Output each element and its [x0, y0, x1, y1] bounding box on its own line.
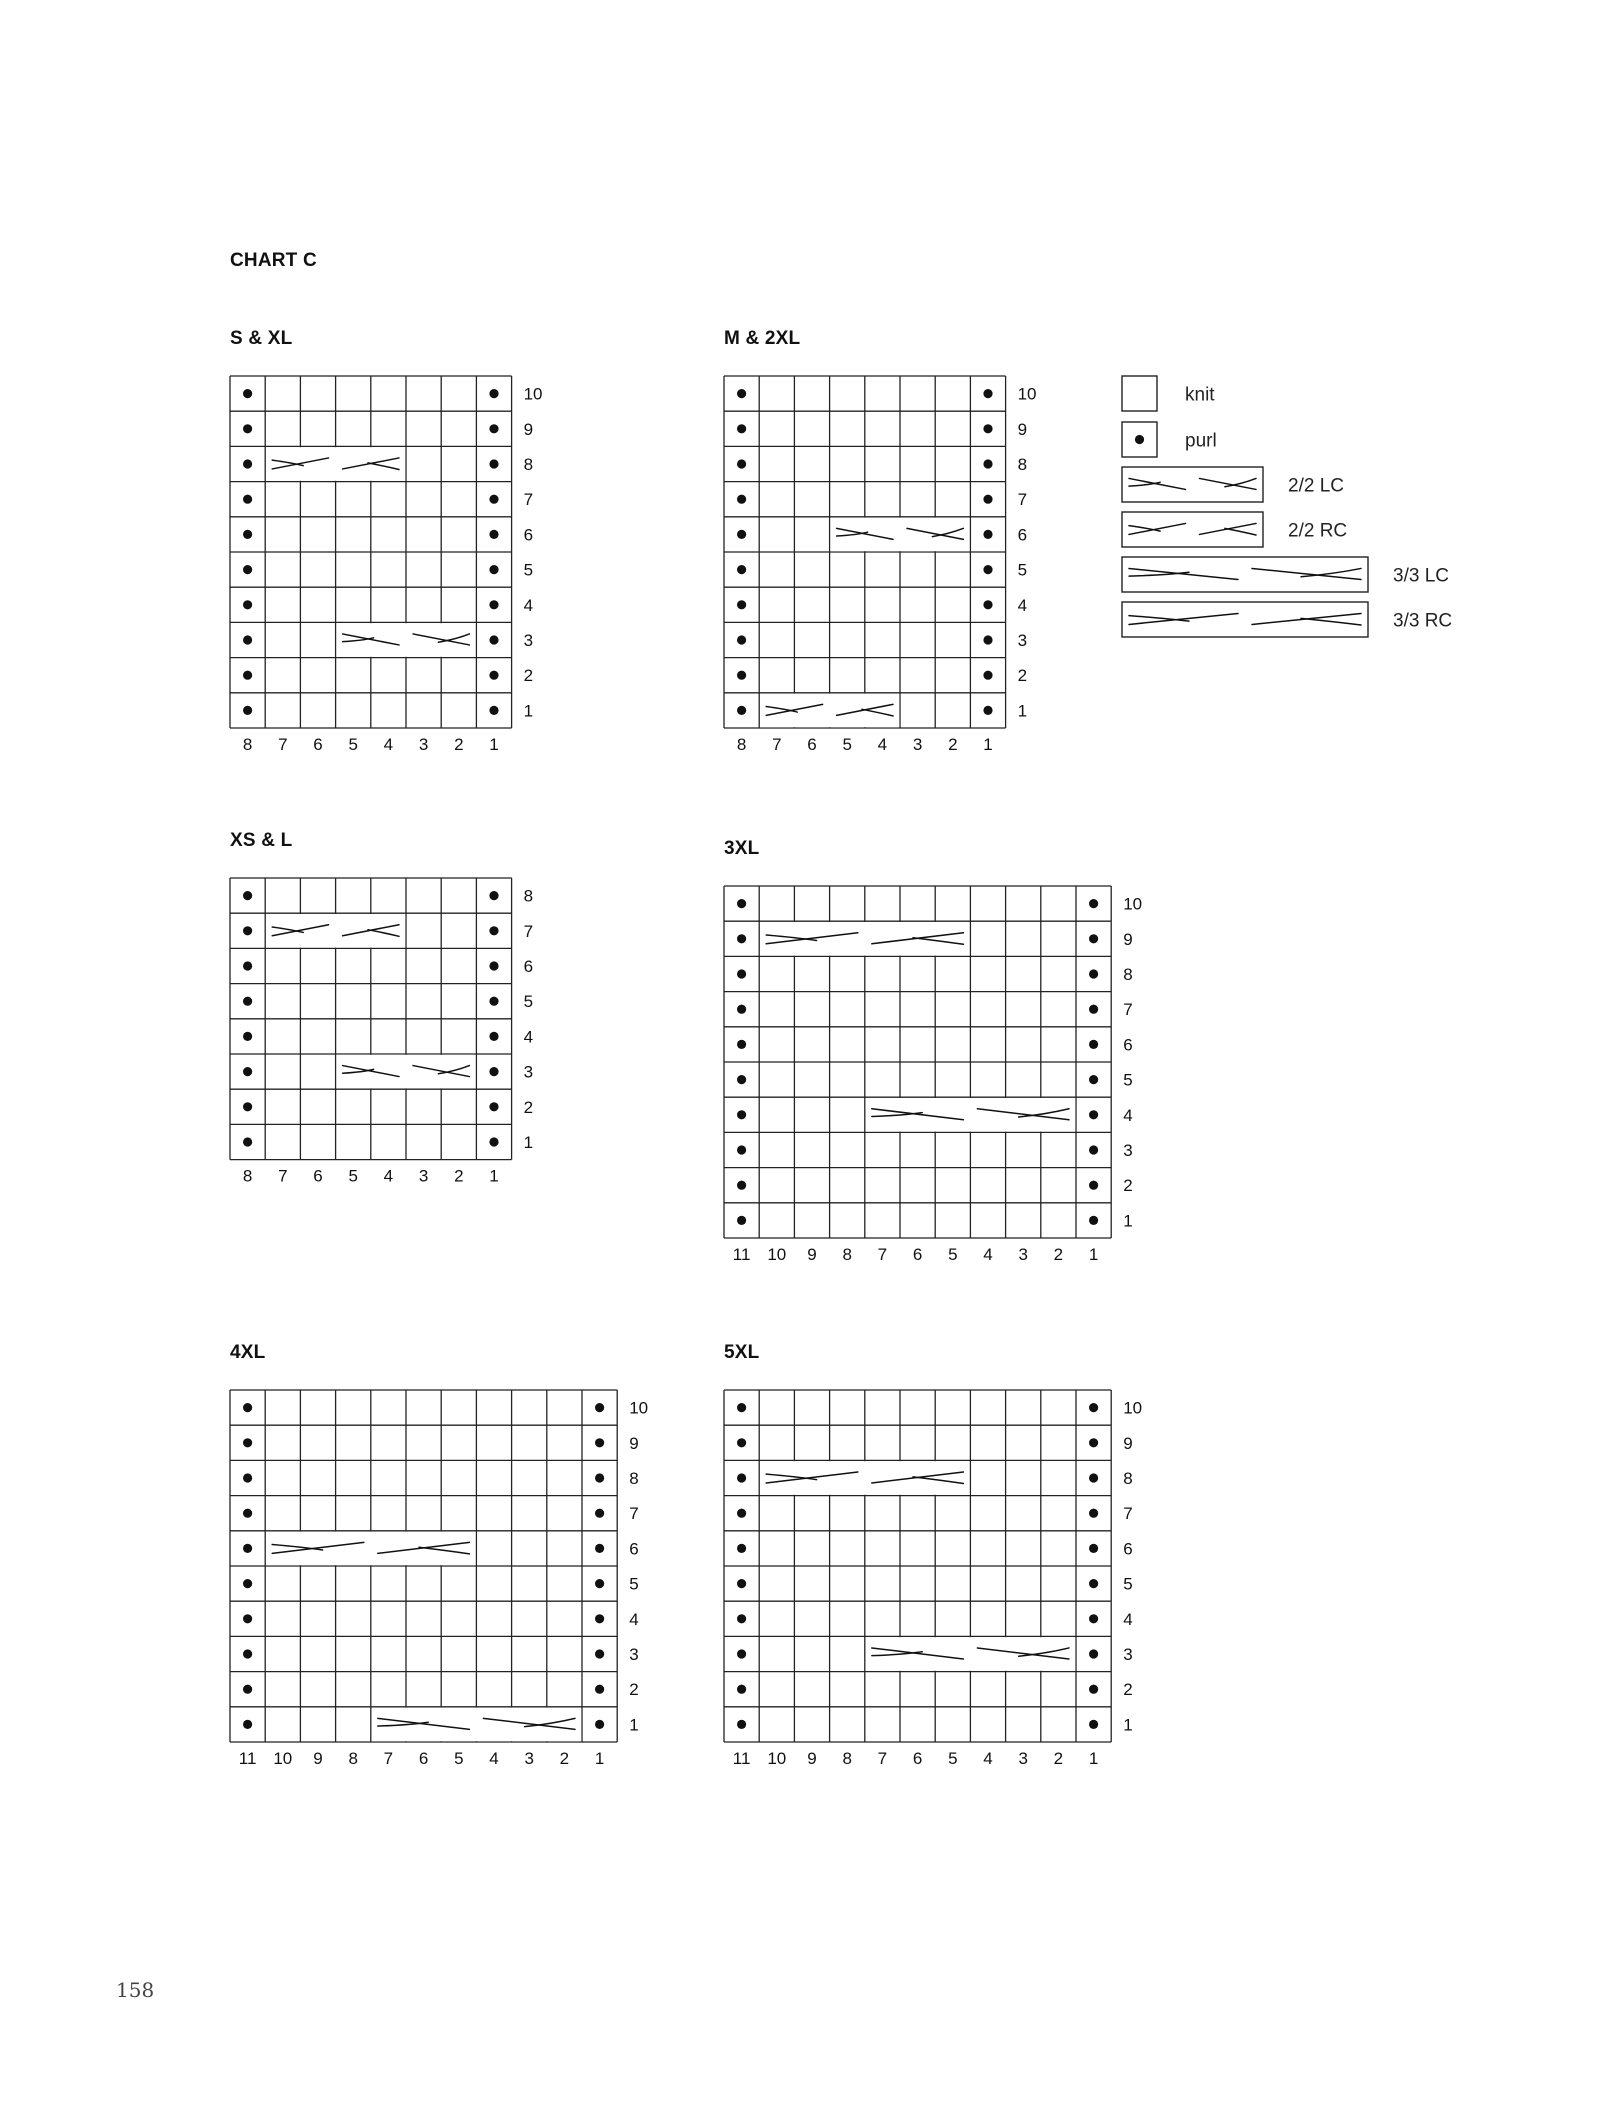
col-label: 4 — [383, 1166, 394, 1186]
row-label: 3 — [1123, 1645, 1133, 1664]
row-label: 1 — [523, 701, 534, 721]
purl-dot — [243, 1473, 252, 1482]
purl-dot — [243, 891, 252, 900]
row-label: 1 — [1123, 1211, 1133, 1231]
row-label: 3 — [523, 631, 534, 650]
purl-dot — [737, 389, 746, 398]
row-label: 3 — [629, 1645, 639, 1664]
chart-heading: CHART C — [230, 250, 317, 271]
row-label: 6 — [1123, 1539, 1133, 1559]
purl-dot — [595, 1509, 604, 1518]
purl-dot — [489, 635, 498, 644]
row-label: 5 — [629, 1574, 639, 1594]
row-label: 2 — [629, 1680, 639, 1700]
legend-swatch — [1122, 376, 1157, 411]
row-label: 7 — [1123, 1504, 1133, 1524]
purl-dot — [1089, 934, 1098, 943]
purl-dot — [243, 459, 252, 468]
purl-dot — [1089, 969, 1098, 978]
purl-dot — [1089, 1110, 1098, 1119]
row-label: 4 — [1123, 1105, 1133, 1125]
row-label: 3 — [1123, 1141, 1133, 1160]
row-label: 5 — [1017, 560, 1028, 580]
row-label: 10 — [1017, 384, 1037, 404]
purl-dot — [737, 1685, 746, 1694]
col-label: 6 — [313, 735, 323, 754]
legend-label: knit — [1185, 384, 1215, 406]
purl-dot — [737, 1181, 746, 1190]
purl-dot — [489, 495, 498, 504]
purl-dot — [489, 1032, 498, 1041]
row-label: 8 — [629, 1469, 639, 1488]
purl-dot — [243, 1685, 252, 1694]
col-label: 7 — [278, 1166, 288, 1186]
purl-dot — [737, 1438, 746, 1447]
purl-dot — [983, 424, 992, 433]
purl-dot — [1089, 1181, 1098, 1190]
col-label: 5 — [348, 735, 358, 754]
purl-dot — [737, 934, 746, 943]
col-label: 11 — [732, 1245, 751, 1264]
col-label: 2 — [948, 735, 958, 754]
purl-dot — [1089, 1403, 1098, 1412]
cable-cell — [760, 1461, 970, 1495]
purl-dot — [737, 1110, 746, 1119]
purl-dot — [737, 1649, 746, 1658]
row-label: 8 — [1017, 455, 1028, 474]
purl-dot — [595, 1403, 604, 1412]
legend-swatch — [1122, 602, 1368, 637]
legend-item-knit — [1122, 376, 1215, 411]
col-label: 8 — [842, 1749, 852, 1768]
purl-dot — [243, 671, 252, 680]
purl-dot — [243, 600, 252, 609]
col-label: 4 — [983, 1749, 993, 1768]
cable-cell — [266, 914, 405, 948]
purl-dot — [243, 1614, 252, 1623]
row-label: 10 — [523, 384, 543, 404]
purl-dot — [243, 926, 252, 935]
row-label: 5 — [1123, 1574, 1133, 1594]
col-label: 5 — [948, 1245, 958, 1264]
col-label: 5 — [454, 1749, 464, 1768]
col-label: 8 — [242, 1166, 253, 1186]
purl-dot — [737, 671, 746, 680]
chart-5xl — [724, 1390, 1142, 1768]
purl-dot — [489, 997, 498, 1006]
purl-dot — [243, 1579, 252, 1588]
col-label: 8 — [348, 1749, 358, 1768]
col-label: 3 — [1018, 1245, 1028, 1264]
col-label: 8 — [242, 735, 253, 754]
cable-cell — [266, 1532, 476, 1566]
col-label: 3 — [1018, 1749, 1028, 1768]
col-label: 6 — [418, 1749, 429, 1768]
purl-dot — [243, 1032, 252, 1041]
purl-dot — [595, 1685, 604, 1694]
purl-dot — [1089, 1075, 1098, 1084]
row-label: 4 — [629, 1609, 639, 1629]
purl-dot — [243, 1067, 252, 1076]
row-label: 9 — [1017, 419, 1028, 439]
purl-dot — [489, 565, 498, 574]
row-label: 7 — [1017, 490, 1028, 510]
row-label: 10 — [1123, 894, 1143, 914]
col-label: 1 — [1088, 1245, 1099, 1264]
purl-dot — [595, 1649, 604, 1658]
purl-dot — [737, 1473, 746, 1482]
purl-dot — [1089, 1438, 1098, 1447]
legend — [1122, 376, 1452, 637]
legend-label: purl — [1185, 430, 1217, 452]
chart-m-2xl — [724, 376, 1037, 754]
purl-dot — [489, 961, 498, 970]
purl-dot — [243, 706, 252, 715]
col-label: 11 — [732, 1749, 751, 1768]
col-label: 5 — [842, 735, 852, 754]
legend-swatch — [1122, 512, 1263, 547]
col-label: 4 — [489, 1749, 499, 1768]
col-label: 7 — [383, 1749, 394, 1768]
purl-dot — [243, 1649, 252, 1658]
col-label: 3 — [418, 735, 429, 754]
chart-title-s-xl: S & XL — [230, 328, 293, 349]
purl-dot — [737, 530, 746, 539]
row-label: 8 — [1123, 1469, 1133, 1488]
col-label: 1 — [594, 1749, 605, 1768]
purl-dot — [243, 1720, 252, 1729]
purl-dot — [983, 530, 992, 539]
col-label: 9 — [313, 1749, 323, 1768]
chart-xs-l — [230, 878, 533, 1186]
purl-dot — [737, 565, 746, 574]
row-label: 6 — [523, 525, 534, 545]
chart-s-xl — [230, 376, 543, 754]
purl-dot — [489, 926, 498, 935]
row-label: 8 — [523, 455, 534, 474]
row-label: 9 — [523, 419, 534, 439]
purl-dot — [737, 1005, 746, 1014]
col-label: 4 — [877, 735, 888, 754]
purl-dot — [489, 530, 498, 539]
purl-dot — [737, 1040, 746, 1049]
purl-dot — [1089, 1614, 1098, 1623]
purl-dot — [243, 495, 252, 504]
purl-dot — [737, 1403, 746, 1412]
col-label: 2 — [1053, 1245, 1064, 1264]
legend-label: 2/2 LC — [1288, 475, 1344, 497]
purl-dot — [1089, 1005, 1098, 1014]
purl-dot — [243, 1137, 252, 1146]
row-label: 1 — [1017, 701, 1028, 721]
purl-dot — [243, 1438, 252, 1447]
row-label: 1 — [629, 1715, 639, 1735]
purl-dot — [1089, 1579, 1098, 1588]
chart-3xl — [724, 886, 1142, 1264]
purl-dot — [737, 424, 746, 433]
purl-dot — [737, 1509, 746, 1518]
col-label: 11 — [238, 1749, 257, 1768]
purl-dot — [595, 1473, 604, 1482]
purl-dot — [489, 1067, 498, 1076]
row-label: 7 — [523, 921, 534, 941]
row-label: 6 — [1123, 1035, 1133, 1055]
purl-dot — [1089, 1649, 1098, 1658]
row-label: 4 — [523, 1027, 534, 1047]
purl-dot — [489, 706, 498, 715]
chart-title-5xl: 5XL — [724, 1342, 760, 1363]
purl-dot — [595, 1579, 604, 1588]
col-label: 6 — [807, 735, 817, 754]
purl-dot — [737, 1216, 746, 1225]
purl-dot — [243, 424, 252, 433]
row-label: 10 — [1123, 1398, 1143, 1418]
legend-label: 3/3 LC — [1393, 565, 1449, 587]
purl-dot — [489, 600, 498, 609]
row-label: 4 — [1123, 1609, 1133, 1629]
purl-dot — [243, 1544, 252, 1553]
col-label: 4 — [983, 1245, 993, 1264]
legend-item-2-2-rc — [1122, 512, 1347, 547]
col-label: 6 — [313, 1166, 323, 1186]
col-label: 7 — [772, 735, 782, 754]
purl-dot — [737, 635, 746, 644]
purl-dot — [737, 1614, 746, 1623]
purl-dot — [243, 389, 252, 398]
row-label: 4 — [523, 595, 534, 615]
col-label: 5 — [348, 1166, 358, 1186]
col-label: 1 — [489, 1166, 499, 1186]
purl-dot — [243, 635, 252, 644]
col-label: 2 — [559, 1749, 570, 1768]
purl-dot — [1135, 435, 1144, 444]
row-label: 6 — [1017, 525, 1028, 545]
col-label: 10 — [767, 1749, 787, 1768]
purl-dot — [1089, 1145, 1098, 1154]
purl-dot — [737, 1579, 746, 1588]
purl-dot — [1089, 1509, 1098, 1518]
purl-dot — [243, 1509, 252, 1518]
purl-dot — [1089, 1040, 1098, 1049]
col-label: 1 — [1088, 1749, 1099, 1768]
row-label: 2 — [1123, 1680, 1133, 1700]
row-label: 3 — [1017, 631, 1028, 650]
col-label: 8 — [736, 735, 747, 754]
row-label: 5 — [523, 560, 534, 580]
col-label: 10 — [273, 1749, 293, 1768]
row-label: 7 — [629, 1504, 639, 1524]
col-label: 10 — [767, 1245, 787, 1264]
row-label: 2 — [1123, 1176, 1133, 1196]
purl-dot — [983, 389, 992, 398]
purl-dot — [983, 635, 992, 644]
purl-dot — [243, 997, 252, 1006]
purl-dot — [983, 671, 992, 680]
purl-dot — [595, 1438, 604, 1447]
purl-dot — [1089, 1544, 1098, 1553]
legend-item-purl — [1122, 422, 1217, 457]
purl-dot — [737, 600, 746, 609]
purl-dot — [1089, 1685, 1098, 1694]
purl-dot — [489, 891, 498, 900]
purl-dot — [1089, 1720, 1098, 1729]
purl-dot — [489, 1137, 498, 1146]
purl-dot — [489, 389, 498, 398]
purl-dot — [737, 459, 746, 468]
purl-dot — [737, 706, 746, 715]
chart-title-m-2xl: M & 2XL — [724, 328, 801, 349]
purl-dot — [595, 1614, 604, 1623]
purl-dot — [737, 1720, 746, 1729]
row-label: 2 — [1017, 666, 1028, 686]
row-label: 2 — [523, 666, 534, 686]
col-label: 3 — [418, 1166, 429, 1186]
col-label: 6 — [912, 1749, 923, 1768]
purl-dot — [243, 565, 252, 574]
purl-dot — [737, 899, 746, 908]
purl-dot — [489, 459, 498, 468]
col-label: 6 — [912, 1245, 923, 1264]
col-label: 9 — [807, 1245, 817, 1264]
row-label: 5 — [1123, 1070, 1133, 1090]
purl-dot — [489, 671, 498, 680]
purl-dot — [983, 565, 992, 574]
purl-dot — [243, 1403, 252, 1412]
col-label: 3 — [524, 1749, 534, 1768]
col-label: 7 — [877, 1245, 888, 1264]
row-label: 2 — [523, 1097, 534, 1117]
row-label: 8 — [1123, 965, 1133, 984]
purl-dot — [243, 1102, 252, 1111]
chart-title-xs-l: XS & L — [230, 830, 293, 851]
row-label: 1 — [1123, 1715, 1133, 1735]
purl-dot — [243, 961, 252, 970]
chart-title-3xl: 3XL — [724, 838, 760, 859]
row-label: 9 — [629, 1433, 639, 1453]
legend-label: 2/2 RC — [1288, 520, 1348, 542]
chart-4xl — [230, 1390, 648, 1768]
row-label: 9 — [1123, 929, 1133, 949]
purl-dot — [737, 969, 746, 978]
purl-dot — [983, 600, 992, 609]
row-label: 8 — [523, 886, 534, 906]
row-label: 6 — [523, 957, 534, 976]
purl-dot — [737, 1145, 746, 1154]
col-label: 1 — [983, 735, 993, 754]
col-label: 3 — [912, 735, 923, 754]
legend-item-3-3-lc — [1122, 557, 1449, 592]
row-label: 3 — [523, 1062, 534, 1082]
chart-title-4xl: 4XL — [230, 1342, 266, 1363]
col-label: 7 — [278, 735, 288, 754]
cable-cell — [760, 922, 970, 956]
col-label: 2 — [454, 735, 464, 754]
legend-item-2-2-lc — [1122, 467, 1344, 502]
col-label: 2 — [454, 1166, 464, 1186]
purl-dot — [1089, 1473, 1098, 1482]
col-label: 4 — [383, 735, 394, 754]
row-label: 1 — [523, 1133, 534, 1152]
page-number: 158 — [116, 1978, 155, 2002]
row-label: 9 — [1123, 1433, 1133, 1453]
purl-dot — [737, 495, 746, 504]
purl-dot — [595, 1544, 604, 1553]
purl-dot — [243, 530, 252, 539]
row-label: 7 — [1123, 1000, 1133, 1020]
col-label: 2 — [1053, 1749, 1064, 1768]
col-label: 9 — [807, 1749, 817, 1768]
col-label: 1 — [489, 735, 499, 754]
purl-dot — [983, 706, 992, 715]
cable-cell — [266, 447, 405, 481]
purl-dot — [737, 1075, 746, 1084]
purl-dot — [489, 424, 498, 433]
purl-dot — [983, 459, 992, 468]
row-label: 4 — [1017, 595, 1028, 615]
legend-label: 3/3 RC — [1393, 610, 1453, 632]
purl-dot — [1089, 1216, 1098, 1225]
purl-dot — [1089, 899, 1098, 908]
row-label: 5 — [523, 992, 534, 1012]
legend-item-3-3-rc — [1122, 602, 1452, 637]
row-label: 6 — [629, 1539, 639, 1559]
col-label: 7 — [877, 1749, 888, 1768]
row-label: 10 — [629, 1398, 649, 1418]
purl-dot — [737, 1544, 746, 1553]
purl-dot — [983, 495, 992, 504]
cable-cell — [760, 694, 899, 728]
col-label: 5 — [948, 1749, 958, 1768]
col-label: 8 — [842, 1245, 852, 1264]
purl-dot — [595, 1720, 604, 1729]
purl-dot — [489, 1102, 498, 1111]
row-label: 7 — [523, 490, 534, 510]
